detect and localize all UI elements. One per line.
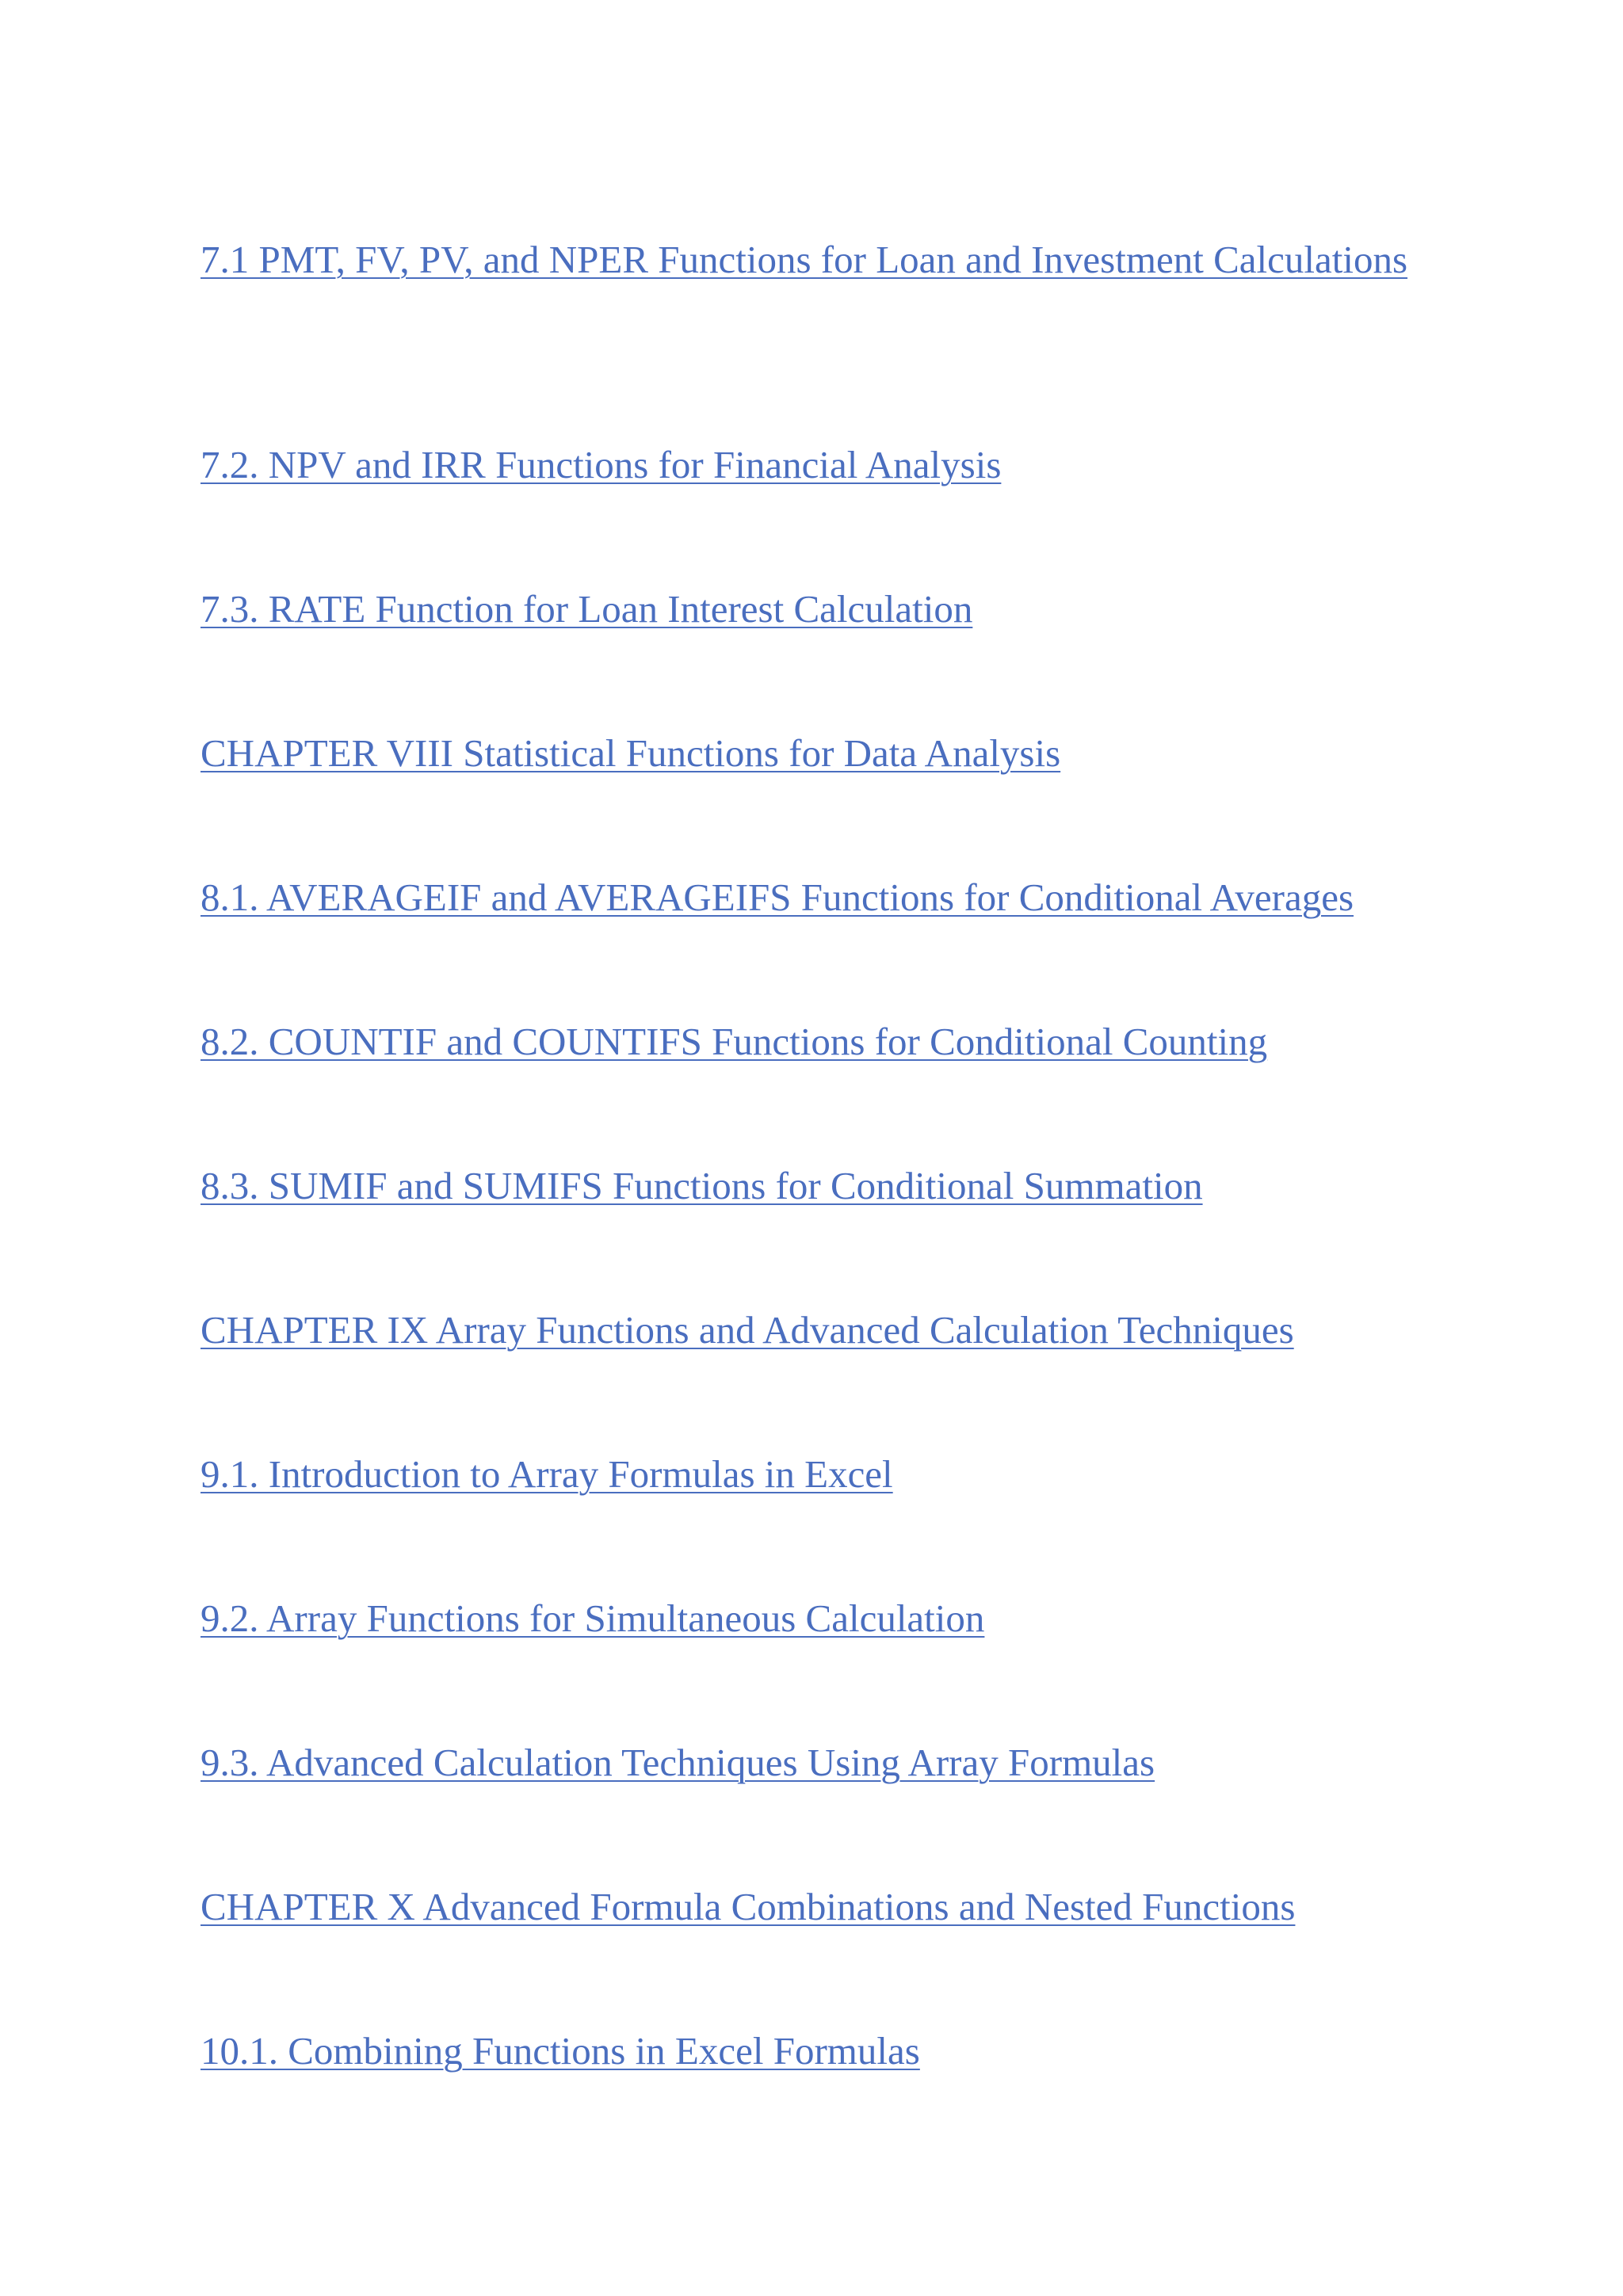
toc-link-chapter-8[interactable]: CHAPTER VIII Statistical Functions for Data Analysis [200,731,1061,775]
toc-link-9-3[interactable]: 9.3. Advanced Calculation Techniques Using Array Formulas [200,1741,1155,1784]
toc-link-chapter-10[interactable]: CHAPTER X Advanced Formula Combinations and Nested Functions [200,1885,1296,1928]
toc-link-7-3[interactable]: 7.3. RATE Function for Loan Interest Calculation [200,587,973,631]
toc-link-8-2[interactable]: 8.2. COUNTIF and COUNTIFS Functions for Conditional Counting [200,1020,1268,1063]
toc-link-9-1[interactable]: 9.1. Introduction to Array Formulas in Excel [200,1452,893,1496]
toc-link-10-1[interactable]: 10.1. Combining Functions in Excel Formulas [200,2029,920,2073]
toc-link-chapter-9[interactable]: CHAPTER IX Array Functions and Advanced Calculation Techniques [200,1308,1294,1352]
toc-link-7-1[interactable]: 7.1 PMT, FV, PV, and NPER Functions for Loan and Investment Calculations [200,238,1408,281]
toc-link-9-2[interactable]: 9.2. Array Functions for Simultaneous Calculation [200,1596,985,1640]
toc-link-8-3[interactable]: 8.3. SUMIF and SUMIFS Functions for Conditional Summation [200,1164,1203,1207]
toc-link-7-2[interactable]: 7.2. NPV and IRR Functions for Financial Analysis [200,443,1002,486]
toc-link-8-1[interactable]: 8.1. AVERAGEIF and AVERAGEIFS Functions for Conditional Averages [200,875,1354,919]
